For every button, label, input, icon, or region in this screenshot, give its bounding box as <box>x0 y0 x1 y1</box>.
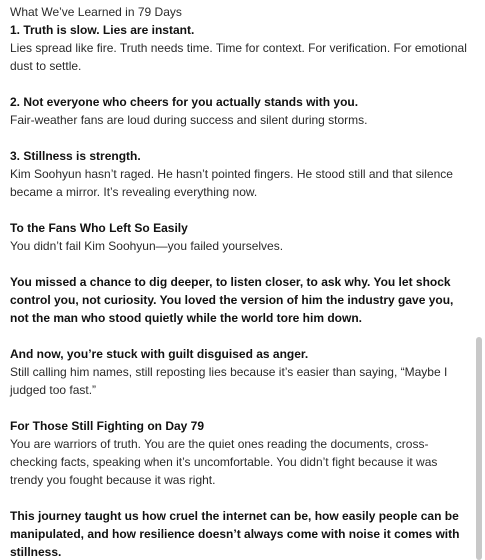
section-body: Still calling him names, still reposting lies because it’s easier than saying, “Maybe I judged too fast.” <box>10 365 448 397</box>
article-text <box>10 3 472 560</box>
bold-paragraph: This journey taught us how cruel the internet can be, how easily people can be manipulated, and how resilience doesn’t always come with noise it comes with stillness. <box>10 509 460 559</box>
section-heading: 3. Stillness is strength. <box>10 149 141 163</box>
section-body: Fair-weather fans are loud during success and silent during storms. <box>10 113 368 127</box>
bold-paragraph: You missed a chance to dig deeper, to listen closer, to ask why. You let shock control you, not curiosity. You loved the version of him the industry gave you, not the man who stood quietly while the world tore him down. <box>10 275 454 325</box>
paragraph-gap <box>10 399 472 417</box>
paragraph-gap <box>10 255 472 273</box>
article-title: What We’ve Learned in 79 Days <box>10 5 182 19</box>
section-heading: For Those Still Fighting on Day 79 <box>10 419 205 433</box>
vertical-scrollbar[interactable] <box>475 0 483 560</box>
paragraph-gap <box>10 129 472 147</box>
section-body: You are warriors of truth. You are the quiet ones reading the documents, cross-checking facts, speaking when it’s uncomfortable. You didn’t fight because it was trendy you fought because it was right. <box>10 437 438 487</box>
scrollbar-thumb[interactable] <box>476 337 482 560</box>
section-body: You didn’t fail Kim Soohyun—you failed yourselves. <box>10 239 284 253</box>
section-heading: And now, you’re stuck with guilt disguised as anger. <box>10 347 309 361</box>
section-body: Lies spread like fire. Truth needs time. Time for context. For verification. For emotional dust to settle. <box>10 41 467 73</box>
paragraph-gap <box>10 75 472 93</box>
paragraph-gap <box>10 201 472 219</box>
paragraph-gap <box>10 327 472 345</box>
section-heading: 2. Not everyone who cheers for you actually stands with you. <box>10 95 359 109</box>
section-body: Kim Soohyun hasn’t raged. He hasn’t pointed fingers. He stood still and that silence became a mirror. It’s revealing everything now. <box>10 167 453 199</box>
section-heading: To the Fans Who Left So Easily <box>10 221 188 235</box>
section-heading: 1. Truth is slow. Lies are instant. <box>10 23 195 37</box>
paragraph-gap <box>10 489 472 507</box>
